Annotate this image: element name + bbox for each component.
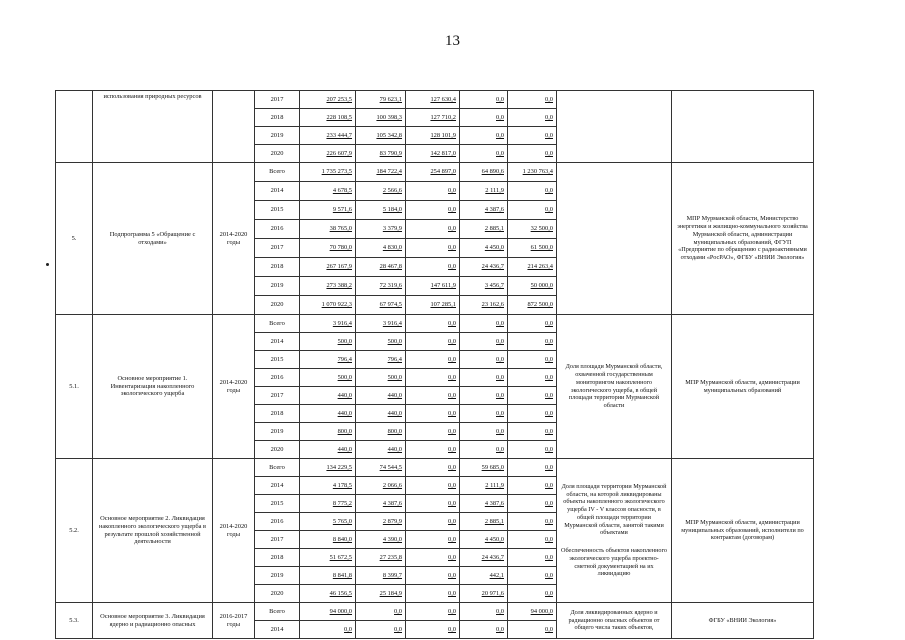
amount-cell: 267 167,9: [300, 258, 356, 277]
executor: [672, 91, 814, 163]
target-indicator: [557, 603, 672, 639]
table-row: [56, 603, 814, 621]
amount-cell: 233 444,7: [300, 127, 356, 145]
amount-cell: 4 450,0: [460, 531, 508, 549]
amount-cell: 24 436,7: [460, 258, 508, 277]
year-cell: 2015: [255, 495, 300, 513]
amount-cell: 0,0: [460, 109, 508, 127]
year-cell: 2019: [255, 567, 300, 585]
amount-cell: 20 971,6: [460, 585, 508, 603]
year-cell: 2018: [255, 109, 300, 127]
amount-cell: 4 387,6: [356, 495, 406, 513]
amount-cell: 134 229,5: [300, 459, 356, 477]
item-name: Основное мероприятие 2. Ликвидация накопленного экологического ущерба в результате прошлой хозяйственной деятельности: [93, 459, 213, 603]
amount-cell: 0,0: [460, 127, 508, 145]
amount-cell: 128 101,9: [406, 127, 460, 145]
amount-cell: 94 000,0: [508, 603, 557, 621]
amount-cell: 2 885,1: [460, 513, 508, 531]
amount-cell: 0,0: [406, 405, 460, 423]
amount-cell: 500,0: [300, 369, 356, 387]
amount-cell: 94 000,0: [300, 603, 356, 621]
amount-cell: 500,0: [300, 333, 356, 351]
amount-cell: 0,0: [460, 621, 508, 639]
year-cell: 2019: [255, 277, 300, 296]
amount-cell: 4 387,6: [460, 201, 508, 220]
amount-cell: 0,0: [460, 603, 508, 621]
year-cell: 2016: [255, 220, 300, 239]
amount-cell: 0,0: [508, 459, 557, 477]
table-row: [56, 163, 814, 182]
amount-cell: 0,0: [508, 333, 557, 351]
amount-cell: 207 253,5: [300, 91, 356, 109]
amount-cell: 50 000,0: [508, 277, 557, 296]
amount-cell: 442,1: [460, 567, 508, 585]
executor: МПР Мурманской области, администрации муниципальных образований: [672, 315, 814, 459]
amount-cell: 3 916,4: [300, 315, 356, 333]
amount-cell: 273 388,2: [300, 277, 356, 296]
amount-cell: 800,0: [300, 423, 356, 441]
year-cell: 2017: [255, 387, 300, 405]
target-indicator: [557, 163, 672, 315]
amount-cell: 0,0: [508, 351, 557, 369]
amount-cell: 228 108,5: [300, 109, 356, 127]
year-cell: 2015: [255, 351, 300, 369]
amount-cell: 0,0: [406, 549, 460, 567]
amount-cell: 440,0: [300, 387, 356, 405]
amount-cell: 1 735 273,5: [300, 163, 356, 182]
amount-cell: 0,0: [406, 567, 460, 585]
amount-cell: 214 263,4: [508, 258, 557, 277]
year-cell: 2020: [255, 296, 300, 315]
amount-cell: 0,0: [406, 531, 460, 549]
amount-cell: 0,0: [508, 477, 557, 495]
scan-mark: [46, 263, 49, 266]
amount-cell: 440,0: [356, 405, 406, 423]
amount-cell: 32 500,0: [508, 220, 557, 239]
amount-cell: 0,0: [508, 145, 557, 163]
amount-cell: 0,0: [406, 621, 460, 639]
amount-cell: 872 500,0: [508, 296, 557, 315]
amount-cell: 127 710,2: [406, 109, 460, 127]
amount-cell: 0,0: [508, 567, 557, 585]
amount-cell: 0,0: [406, 333, 460, 351]
page-number: 13: [445, 33, 460, 49]
indicator-text: Доля площади территории Мурманской области, на которой ликвидированы объекты накопленного экологического ущерба IV - V классов опасности, в общей площади территории Мурманской области, занятой такими объектами: [561, 482, 667, 537]
year-cell: Всего: [255, 459, 300, 477]
target-indicator: [557, 91, 672, 163]
amount-cell: 254 897,0: [406, 163, 460, 182]
amount-cell: 27 235,8: [356, 549, 406, 567]
amount-cell: 0,0: [508, 387, 557, 405]
amount-cell: 67 974,5: [356, 296, 406, 315]
amount-cell: 0,0: [508, 441, 557, 459]
amount-cell: 147 611,9: [406, 277, 460, 296]
executor: ФГБУ «ВНИИ Экология»: [672, 603, 814, 639]
amount-cell: 0,0: [406, 459, 460, 477]
item-term: 2014-2020 годы: [213, 315, 255, 459]
amount-cell: 0,0: [406, 220, 460, 239]
amount-cell: 61 500,0: [508, 239, 557, 258]
amount-cell: 0,0: [460, 441, 508, 459]
amount-cell: 796,4: [300, 351, 356, 369]
year-cell: 2018: [255, 258, 300, 277]
amount-cell: 184 722,4: [356, 163, 406, 182]
amount-cell: 800,0: [356, 423, 406, 441]
item-number: 5.3.: [56, 603, 93, 639]
amount-cell: 74 544,5: [356, 459, 406, 477]
item-number: 5.2.: [56, 459, 93, 603]
amount-cell: 0,0: [406, 441, 460, 459]
amount-cell: 4 450,0: [460, 239, 508, 258]
amount-cell: 2 879,9: [356, 513, 406, 531]
amount-cell: 38 765,0: [300, 220, 356, 239]
item-name: Основное мероприятие 1. Инвентаризация накопленного экологического ущерба: [93, 315, 213, 459]
amount-cell: 70 780,0: [300, 239, 356, 258]
executor: МПР Мурманской области, администрации муниципальных образований, исполнители по контрактам (договорам): [672, 459, 814, 603]
amount-cell: 0,0: [406, 477, 460, 495]
amount-cell: 0,0: [406, 351, 460, 369]
amount-cell: 100 398,3: [356, 109, 406, 127]
amount-cell: 3 456,7: [460, 277, 508, 296]
amount-cell: 0,0: [508, 182, 557, 201]
target-indicator: [557, 459, 672, 603]
amount-cell: 0,0: [508, 127, 557, 145]
year-cell: 2020: [255, 441, 300, 459]
indicator-spacer: [560, 537, 668, 547]
table-row: [56, 315, 814, 333]
amount-cell: 0,0: [406, 369, 460, 387]
year-cell: 2018: [255, 549, 300, 567]
amount-cell: 8 841,8: [300, 567, 356, 585]
amount-cell: 0,0: [508, 91, 557, 109]
item-number: [56, 91, 93, 163]
amount-cell: 5 765,0: [300, 513, 356, 531]
amount-cell: 0,0: [406, 387, 460, 405]
executor: МПР Мурманской области, Министерство энергетики и жилищно-коммунального хозяйства Мурманской области, администрации муниципальных образований, ФГУП «Предприятие по обращению с радиоактивными отходами «РосРАО», ФГБУ «ВНИИ Экология»: [672, 163, 814, 315]
amount-cell: 72 319,6: [356, 277, 406, 296]
amount-cell: 3 916,4: [356, 315, 406, 333]
amount-cell: 0,0: [460, 423, 508, 441]
amount-cell: 0,0: [460, 351, 508, 369]
amount-cell: 23 162,6: [460, 296, 508, 315]
amount-cell: 0,0: [406, 239, 460, 258]
indicator-text: Доля площади Мурманской области, охваченной государственным мониторингом накопленного экологического ущерба, в общей площади территории Мурманской области: [565, 363, 663, 409]
amount-cell: 28 467,8: [356, 258, 406, 277]
amount-cell: 0,0: [460, 145, 508, 163]
target-indicator: [557, 315, 672, 459]
year-cell: Всего: [255, 163, 300, 182]
amount-cell: 0,0: [508, 621, 557, 639]
year-cell: 2014: [255, 182, 300, 201]
amount-cell: 440,0: [300, 405, 356, 423]
item-name: Подпрограмма 5 «Обращение с отходами»: [93, 163, 213, 315]
year-cell: 2020: [255, 585, 300, 603]
amount-cell: 0,0: [508, 405, 557, 423]
amount-cell: 0,0: [356, 603, 406, 621]
amount-cell: 0,0: [406, 182, 460, 201]
amount-cell: 0,0: [508, 585, 557, 603]
table-row: [56, 459, 814, 477]
amount-cell: 3 379,9: [356, 220, 406, 239]
amount-cell: 0,0: [406, 585, 460, 603]
amount-cell: 0,0: [460, 405, 508, 423]
amount-cell: 2 111,9: [460, 182, 508, 201]
amount-cell: 0,0: [460, 369, 508, 387]
amount-cell: 2 111,9: [460, 477, 508, 495]
amount-cell: 8 399,7: [356, 567, 406, 585]
amount-cell: 2 885,1: [460, 220, 508, 239]
item-term: 2014-2020 годы: [213, 163, 255, 315]
amount-cell: 46 156,5: [300, 585, 356, 603]
amount-cell: 0,0: [406, 423, 460, 441]
indicator-text: Доля ликвидированных ядерно и радиационно опасных объектов от общего числа таких объектов,: [568, 608, 660, 632]
year-cell: Всего: [255, 315, 300, 333]
amount-cell: 0,0: [406, 201, 460, 220]
amount-cell: 0,0: [508, 423, 557, 441]
amount-cell: 1 230 763,4: [508, 163, 557, 182]
amount-cell: 107 285,1: [406, 296, 460, 315]
amount-cell: 440,0: [356, 387, 406, 405]
amount-cell: 0,0: [508, 315, 557, 333]
amount-cell: 4 830,0: [356, 239, 406, 258]
amount-cell: 226 607,9: [300, 145, 356, 163]
amount-cell: 1 070 922,3: [300, 296, 356, 315]
amount-cell: 440,0: [356, 441, 406, 459]
item-term: [213, 91, 255, 163]
year-cell: 2014: [255, 477, 300, 495]
amount-cell: 24 436,7: [460, 549, 508, 567]
year-cell: 2019: [255, 127, 300, 145]
year-cell: 2017: [255, 531, 300, 549]
amount-cell: 4 678,5: [300, 182, 356, 201]
amount-cell: 0,0: [508, 201, 557, 220]
amount-cell: 83 790,9: [356, 145, 406, 163]
amount-cell: 0,0: [406, 495, 460, 513]
amount-cell: 127 630,4: [406, 91, 460, 109]
amount-cell: 0,0: [460, 315, 508, 333]
item-name: Основное мероприятие 3. Ликвидация ядерно и радиационно опасных: [93, 603, 213, 639]
program-funding-table: [55, 90, 814, 639]
amount-cell: 4 390,0: [356, 531, 406, 549]
amount-cell: 440,0: [300, 441, 356, 459]
amount-cell: 9 571,6: [300, 201, 356, 220]
amount-cell: 0,0: [508, 369, 557, 387]
amount-cell: 0,0: [300, 621, 356, 639]
indicator-text-2: Обеспеченность объектов накопленного экологического ущерба проектно-сметной документацией на их ликвидацию: [561, 547, 667, 578]
year-cell: 2016: [255, 513, 300, 531]
amount-cell: 0,0: [406, 513, 460, 531]
amount-cell: 0,0: [460, 91, 508, 109]
amount-cell: 142 817,0: [406, 145, 460, 163]
amount-cell: 59 685,0: [460, 459, 508, 477]
amount-cell: 0,0: [508, 495, 557, 513]
item-number: 5.1.: [56, 315, 93, 459]
item-number: 5.: [56, 163, 93, 315]
year-cell: 2016: [255, 369, 300, 387]
amount-cell: 8 840,0: [300, 531, 356, 549]
amount-cell: 0,0: [356, 621, 406, 639]
amount-cell: 0,0: [460, 387, 508, 405]
year-cell: 2017: [255, 239, 300, 258]
amount-cell: 8 775,2: [300, 495, 356, 513]
amount-cell: 4 178,5: [300, 477, 356, 495]
amount-cell: 25 184,9: [356, 585, 406, 603]
item-term: 2014-2020 годы: [213, 459, 255, 603]
year-cell: Всего: [255, 603, 300, 621]
amount-cell: 0,0: [406, 603, 460, 621]
year-cell: 2018: [255, 405, 300, 423]
amount-cell: 64 890,6: [460, 163, 508, 182]
amount-cell: 0,0: [406, 315, 460, 333]
amount-cell: 105 342,8: [356, 127, 406, 145]
amount-cell: 0,0: [460, 333, 508, 351]
year-cell: 2020: [255, 145, 300, 163]
amount-cell: 0,0: [508, 549, 557, 567]
amount-cell: 2 566,6: [356, 182, 406, 201]
year-cell: 2019: [255, 423, 300, 441]
amount-cell: 51 672,5: [300, 549, 356, 567]
amount-cell: 79 623,1: [356, 91, 406, 109]
year-cell: 2017: [255, 91, 300, 109]
table-row: [56, 91, 814, 109]
amount-cell: 5 184,0: [356, 201, 406, 220]
amount-cell: 500,0: [356, 333, 406, 351]
amount-cell: 0,0: [508, 531, 557, 549]
amount-cell: 0,0: [508, 513, 557, 531]
amount-cell: 0,0: [508, 109, 557, 127]
amount-cell: 4 387,6: [460, 495, 508, 513]
year-cell: 2015: [255, 201, 300, 220]
amount-cell: 500,0: [356, 369, 406, 387]
item-term: 2016-2017 годы: [213, 603, 255, 639]
amount-cell: 796,4: [356, 351, 406, 369]
amount-cell: 0,0: [406, 258, 460, 277]
amount-cell: 2 066,6: [356, 477, 406, 495]
item-name: использования природных ресурсов: [93, 91, 213, 163]
year-cell: 2014: [255, 621, 300, 639]
year-cell: 2014: [255, 333, 300, 351]
